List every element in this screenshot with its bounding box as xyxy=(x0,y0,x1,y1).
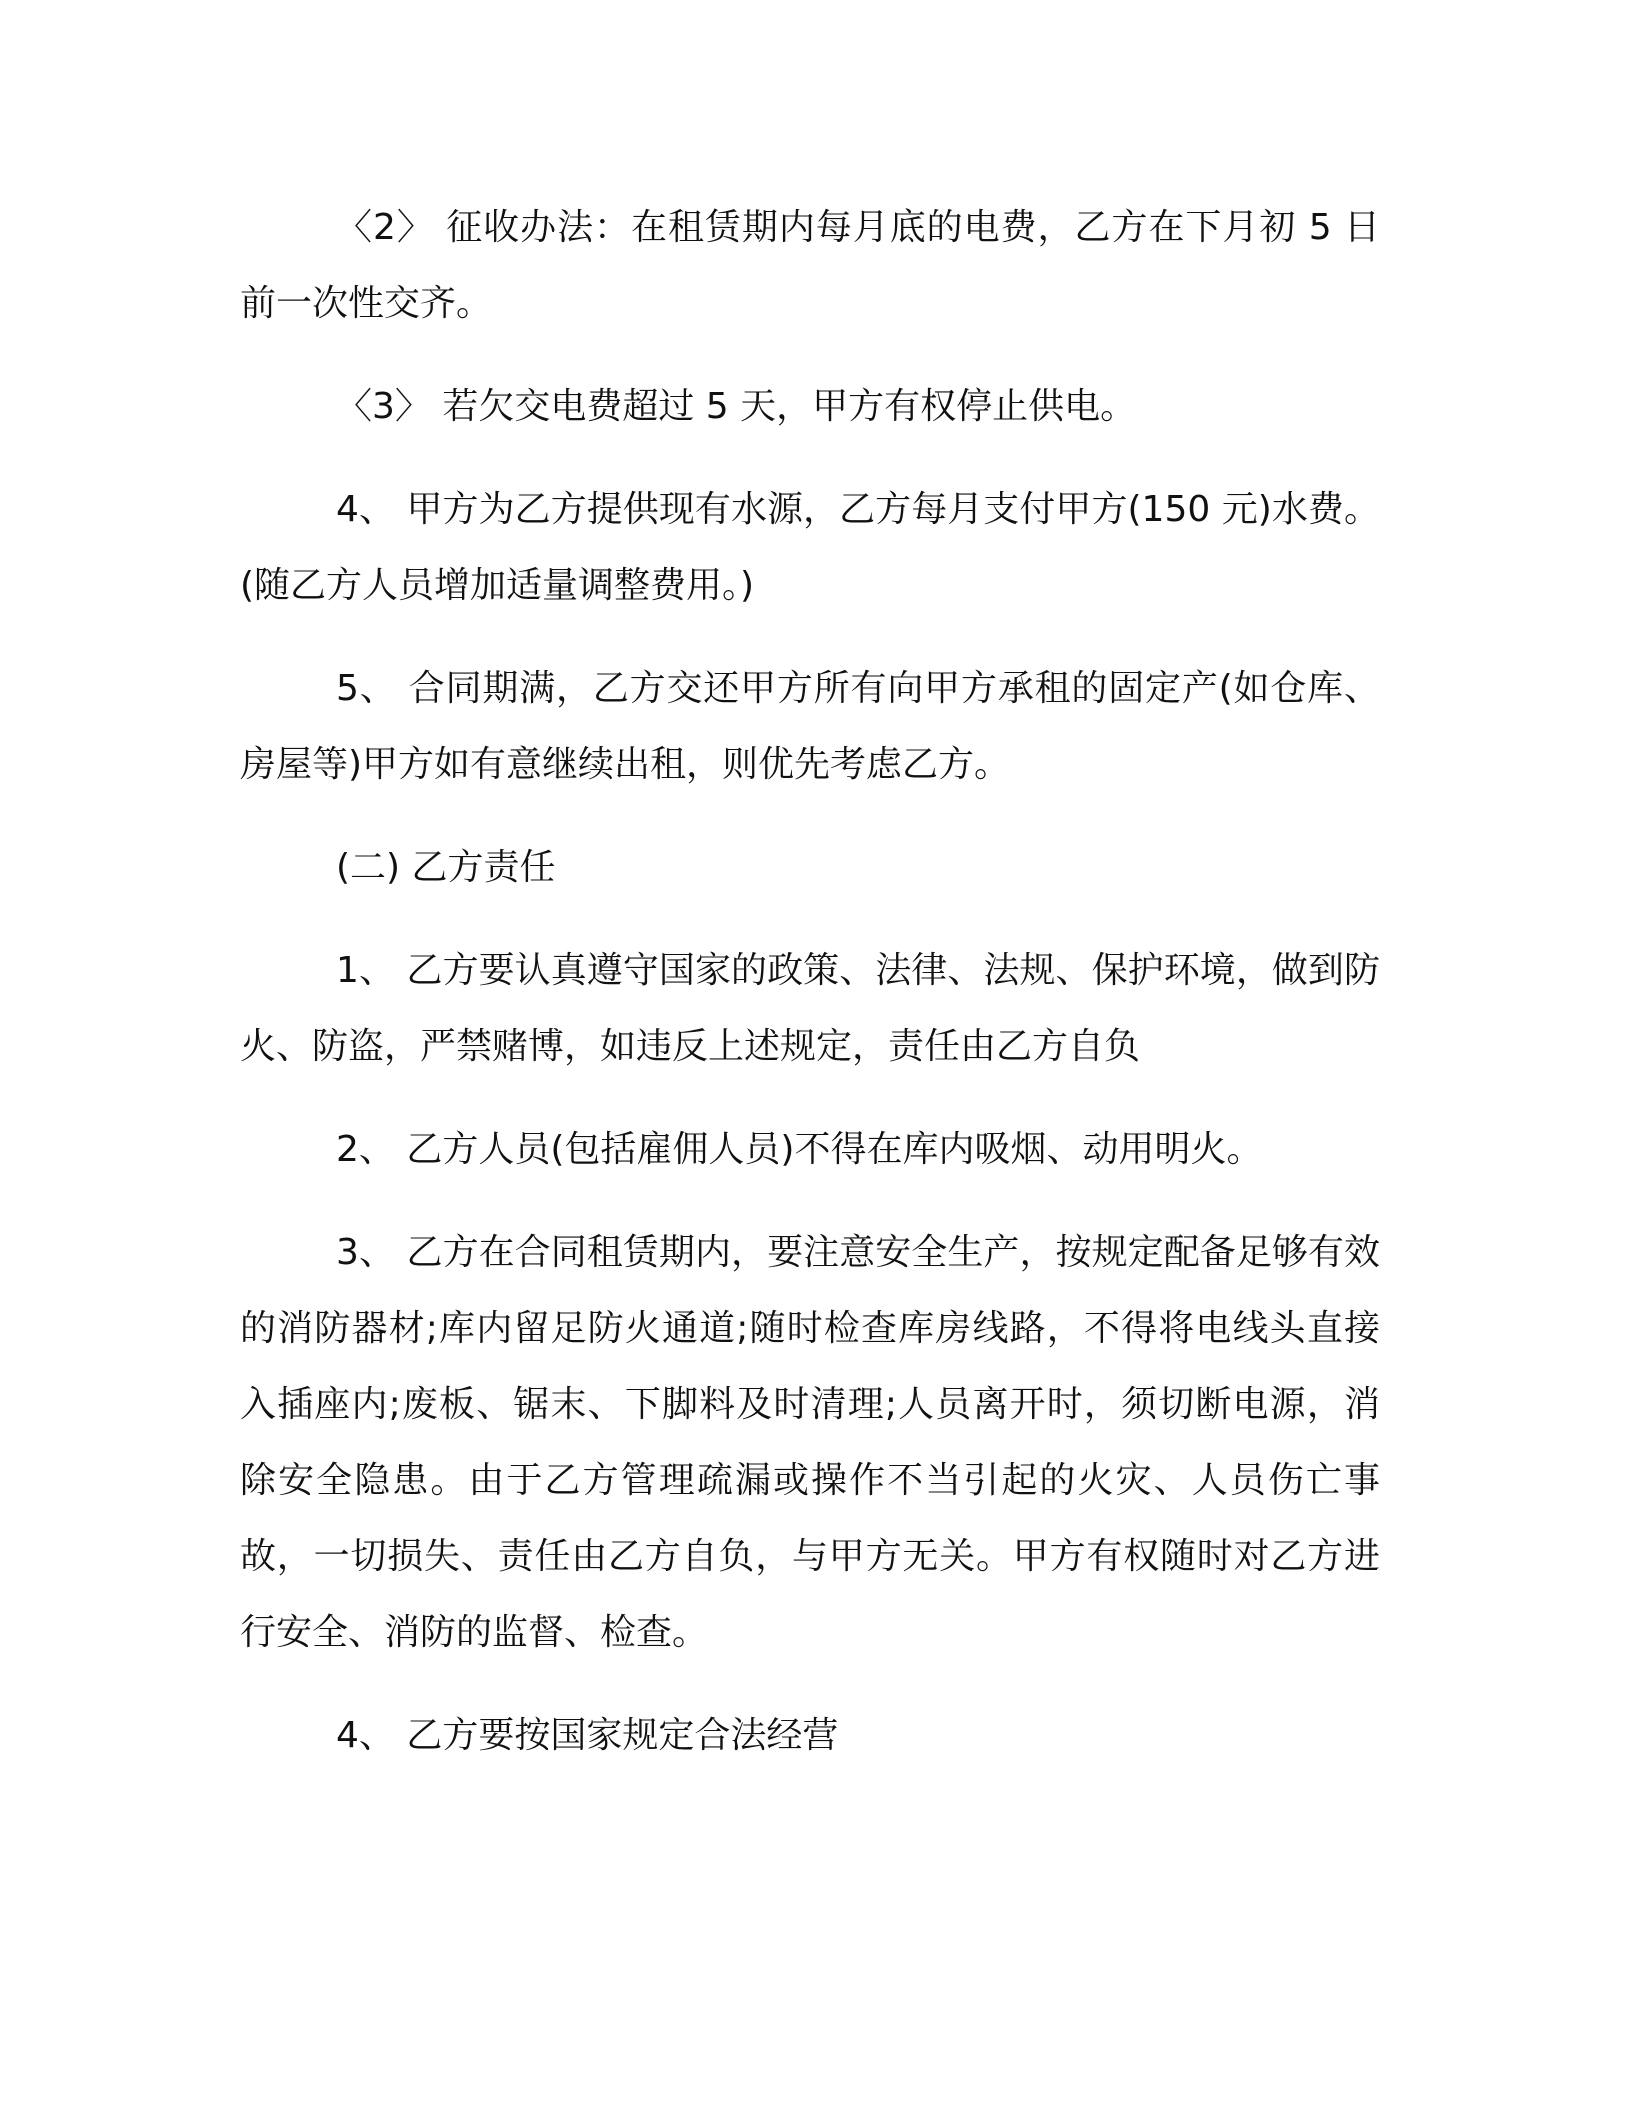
paragraph-no-smoking: 2、 乙方人员(包括雇佣人员)不得在库内吸烟、动用明火。 xyxy=(336,1129,1263,1170)
document-body xyxy=(240,190,1380,1801)
paragraph-water-fee: 4、 甲方为乙方提供现有水源，乙方每月支付甲方(150 元)水费。(随乙方人员增加适量调整费用。) xyxy=(240,489,1380,606)
paragraph-electricity-arrears: 〈3〉 若欠交电费超过 5 天，甲方有权停止供电。 xyxy=(336,386,1137,427)
section-heading-party-b-responsibility: (二) 乙方责任 xyxy=(336,847,556,888)
paragraph-safety: 3、 乙方在合同租赁期内，要注意安全生产，按规定配备足够有效的消防器材;库内留足防火通道;随时检查库房线路，不得将电线头直接入插座内;废板、锯末、下脚料及时清理;人员离开时，须切断电源，消除安全隐患。由于乙方管理疏漏或操作不当引起的火灾、人员伤亡事故，一切损失、责任由乙方自负，与甲方无关。甲方有权随时对乙方进行安全、消防的监督、检查。 xyxy=(240,1232,1380,1653)
paragraph-compliance: 1、 乙方要认真遵守国家的政策、法律、法规、保护环境，做到防火、防盗，严禁赌博，如违反上述规定，责任由乙方自负 xyxy=(240,950,1380,1067)
paragraph-contract-expiry: 5、 合同期满，乙方交还甲方所有向甲方承租的固定产(如仓库、房屋等)甲方如有意继续出租，则优先考虑乙方。 xyxy=(240,668,1380,785)
paragraph-lawful-operation: 4、 乙方要按国家规定合法经营 xyxy=(336,1715,839,1756)
paragraph-electricity-collection: 〈2〉 征收办法：在租赁期内每月底的电费，乙方在下月初 5 日前一次性交齐。 xyxy=(240,207,1380,324)
